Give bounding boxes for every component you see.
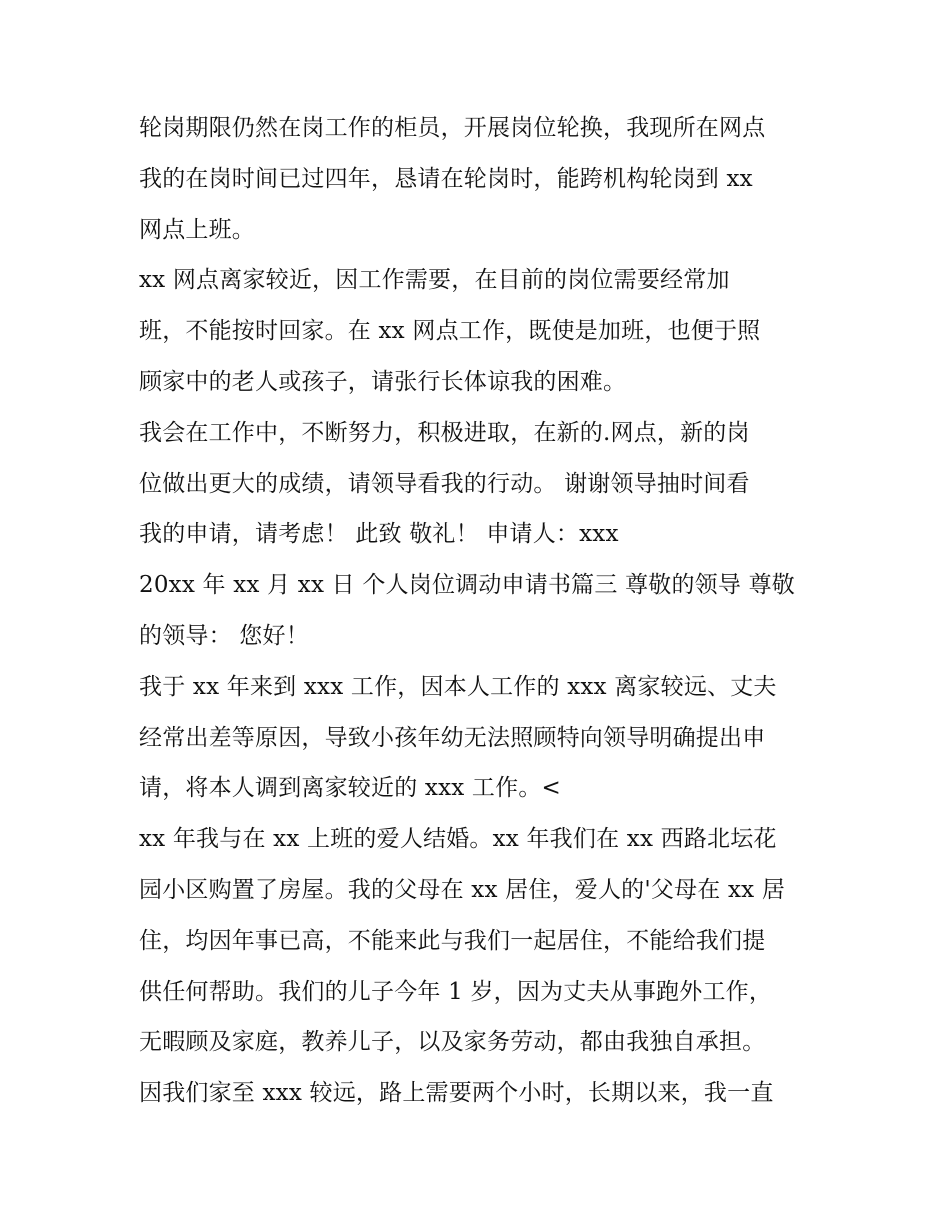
text-line: 我于 xx 年来到 xxx 工作，因本人工作的 xxx 离家较远、丈夫 [139,673,777,700]
text-line: 的领导： 您好！ [139,622,309,649]
text-line: 我的在岗时间已过四年，恳请在轮岗时，能跨机构轮岗到 xx [139,165,753,192]
text-line: 因我们家至 xxx 较远，路上需要两个小时，长期以来，我一直 [139,1080,774,1107]
text-line: 20xx 年 xx 月 xx 日 个人岗位调动申请书篇三 尊敬的领导 尊敬 [139,572,795,599]
text-line: xx 网点离家较近，因工作需要，在目前的岗位需要经常加 [139,267,730,294]
text-line: 住，均因年事已高，不能来此与我们一起居住，不能给我们提 [139,927,766,954]
text-line: xx 年我与在 xx 上班的爱人结婚。xx 年我们在 xx 西路北坛花 [139,826,777,853]
text-line: 园小区购置了房屋。我的父母在 xx 居住，爱人的'父母在 xx 居 [139,876,786,903]
text-line: 供任何帮助。我们的儿子今年 1 岁，因为丈夫从事跑外工作， [139,978,773,1005]
text-line: 我的申请，请考虑！ 此致 敬礼！ 申请人：xxx [139,521,619,548]
text-line: 请，将本人调到离家较近的 xxx 工作。< [139,775,562,802]
text-line: 顾家中的老人或孩子，请张行长体谅我的困难。 [139,368,627,395]
text-line: 轮岗期限仍然在岗工作的柜员，开展岗位轮换，我现所在网点 [139,115,766,141]
text-line: 位做出更大的成绩，请领导看我的行动。 谢谢领导抽时间看 [139,470,750,497]
text-line: 无暇顾及家庭，教养儿子，以及家务劳动，都由我独自承担。 [139,1029,766,1056]
document-body [139,103,819,1119]
text-line: 我会在工作中，不断努力，积极进取，在新的.网点，新的岗 [139,419,750,446]
text-line: 网点上班。 [139,216,255,243]
text-line: 经常出差等原因，导致小孩年幼无法照顾特向领导明确提出申 [139,724,766,751]
text-line: 班，不能按时回家。在 xx 网点工作，既使是加班，也便于照 [139,318,761,345]
